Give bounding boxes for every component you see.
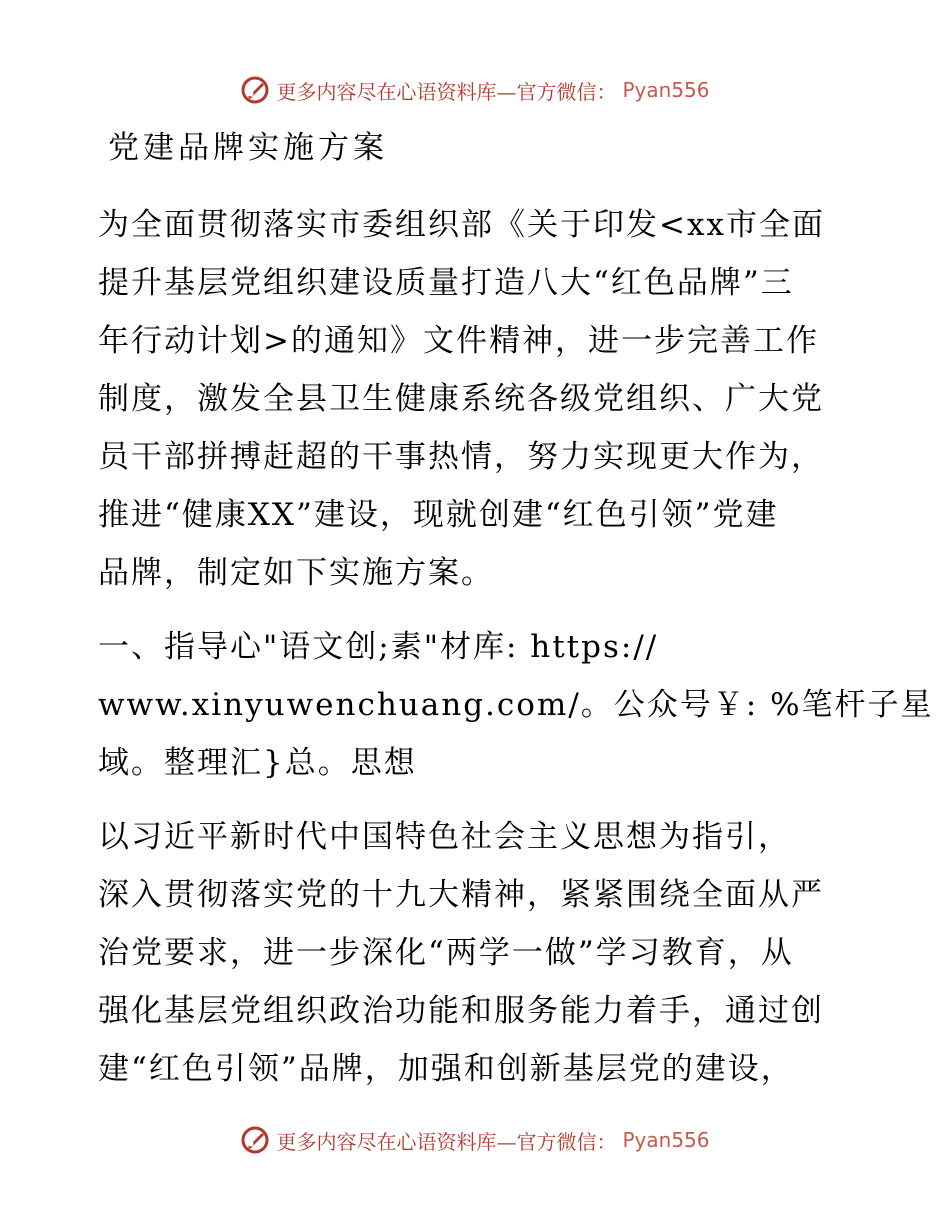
text-line: 推进“健康XX”建设，现就创建“红色引领”党建 [98,497,779,533]
quill-seal-icon [240,75,270,105]
text-line: 治党要求，进一步深化“两学一做”学习教育，从 [98,935,794,971]
watermark-brand: Pyan556 [622,78,710,102]
watermark-brand: Pyan556 [622,1128,710,1152]
paragraph-guiding-thought [98,808,858,1098]
text-line: 品牌，制定如下实施方案。 [98,555,494,591]
header-watermark [0,70,950,110]
text-line: www.xinyuwenchuang.com/。公众号￥: %笔杆子星 [98,687,934,723]
text-line: 年行动计划>的通知》文件精神，进一步完善工作 [98,323,819,359]
text-line: 一、指导心"语文创;素"材库: https:// [98,629,659,665]
footer-watermark [0,1120,950,1160]
text-line: 域。整理汇}总。思想 [98,745,417,781]
text-line: 建“红色引领”品牌，加强和创新基层党的建设， [98,1051,794,1087]
text-line: 为全面贯彻落实市委组织部《关于印发<xx市全面 [98,207,825,243]
paragraph-section-heading [98,618,934,792]
quill-seal-icon [240,1125,270,1155]
text-line: 制度，激发全县卫生健康系统各级党组织、广大党 [98,381,824,417]
text-line: 深入贯彻落实党的十九大精神，紧紧围绕全面从严 [98,877,824,913]
text-line: 强化基层党组织政治功能和服务能力着手，通过创 [98,993,824,1029]
watermark-text: 更多内容尽在心语资料库—官方微信： [276,1129,617,1154]
text-line: 以习近平新时代中国特色社会主义思想为指引， [98,819,791,855]
text-line: 员干部拼搏赶超的干事热情，努力实现更大作为， [98,439,824,475]
watermark-text: 更多内容尽在心语资料库—官方微信： [276,79,617,104]
document-title: 党建品牌实施方案 [108,130,388,166]
paragraph-intro [98,196,858,602]
text-line: 提升基层党组织建设质量打造八大“红色品牌”三 [98,265,794,301]
